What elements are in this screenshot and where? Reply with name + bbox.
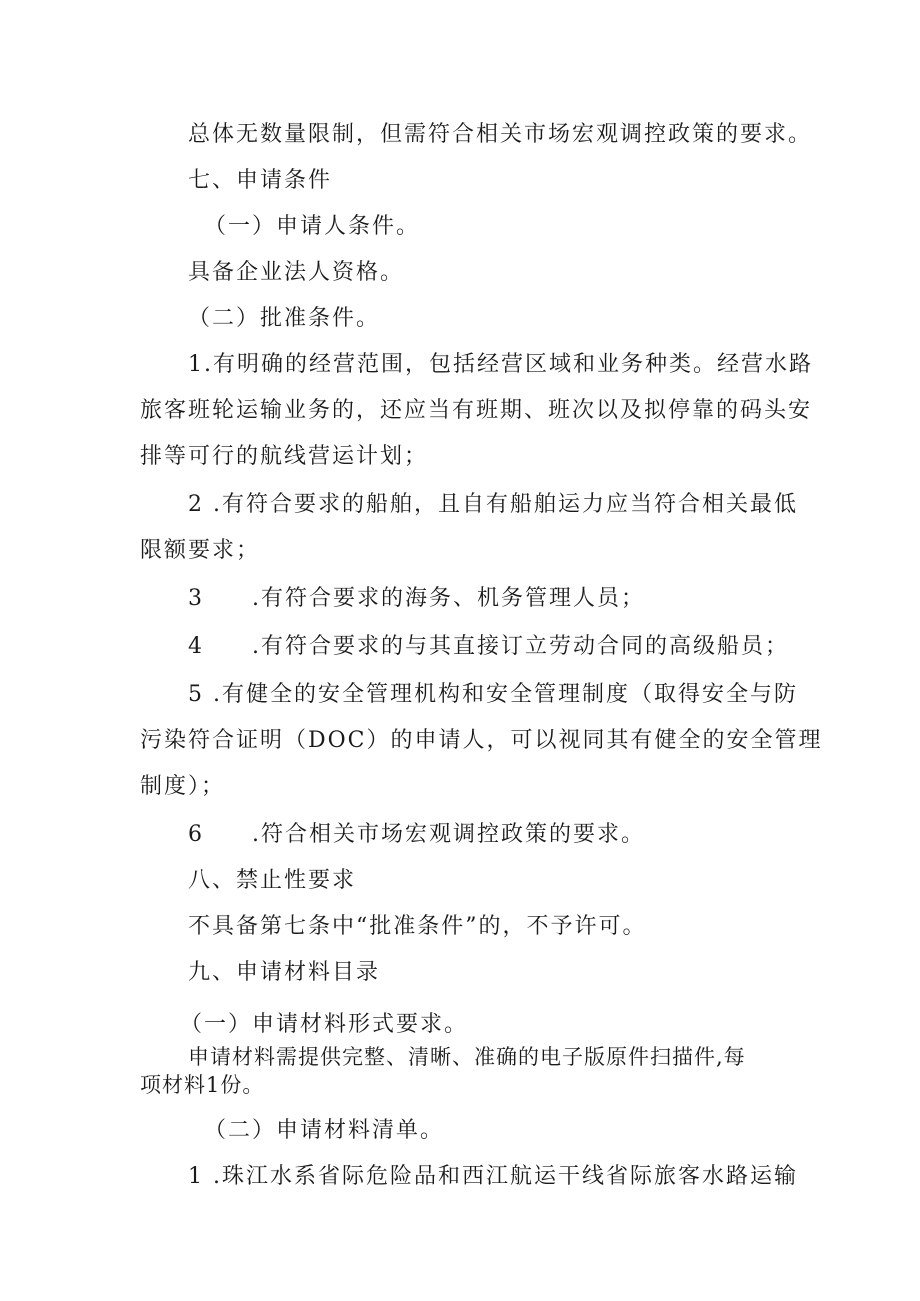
list-item: 4 .有符合要求的与其直接订立劳动合同的高级船员；	[188, 634, 789, 659]
list-item: 1.有明确的经营范围，包括经营区域和业务种类。经营水路	[188, 352, 813, 377]
list-item: 1 .珠江水系省际危险品和西江航运干线省际旅客水路运输	[188, 1164, 798, 1189]
text-line: 不具备第七条中“批准条件”的，不予许可。	[188, 914, 647, 939]
text-line: 制度）；	[140, 774, 226, 799]
text-line: 旅客班轮运输业务的，还应当有班期、班次以及拟停靠的码头安	[140, 398, 813, 423]
list-item: 5 .有健全的安全管理机构和安全管理制度（取得安全与防	[188, 682, 798, 707]
text-line: 申请材料需提供完整、清晰、准确的电子版原件扫描件,每	[188, 1045, 746, 1069]
list-item: 3 .有符合要求的海务、机务管理人员；	[188, 586, 645, 611]
section-heading: 九、申请材料目录	[188, 960, 381, 985]
text-line: 具备企业法人资格。	[188, 260, 405, 285]
text-line: 总体无数量限制，但需符合相关市场宏观调控政策的要求。	[188, 122, 813, 147]
section-heading: 八、禁止性要求	[188, 868, 357, 893]
list-item: 2 .有符合要求的船舶，且自有船舶运力应当符合相关最低	[188, 492, 798, 517]
list-item: 6 .符合相关市场宏观调控政策的要求。	[188, 822, 645, 847]
subsection-heading: （二）申请材料清单。	[204, 1118, 445, 1143]
text-line: 排等可行的航线营运计划；	[140, 444, 429, 469]
text-line: 项材料1份。	[140, 1073, 265, 1097]
subsection-heading: （一）申请人条件。	[204, 214, 421, 239]
text-line: 限额要求；	[140, 538, 261, 563]
section-heading: 七、申请条件	[188, 168, 333, 193]
subsection-heading: （二）批准条件。	[188, 306, 381, 331]
text-line: 污染符合证明（DOC）的申请人，可以视同其有健全的安全管理	[140, 728, 823, 753]
subsection-heading: （一）申请材料形式要求。	[180, 1012, 469, 1037]
